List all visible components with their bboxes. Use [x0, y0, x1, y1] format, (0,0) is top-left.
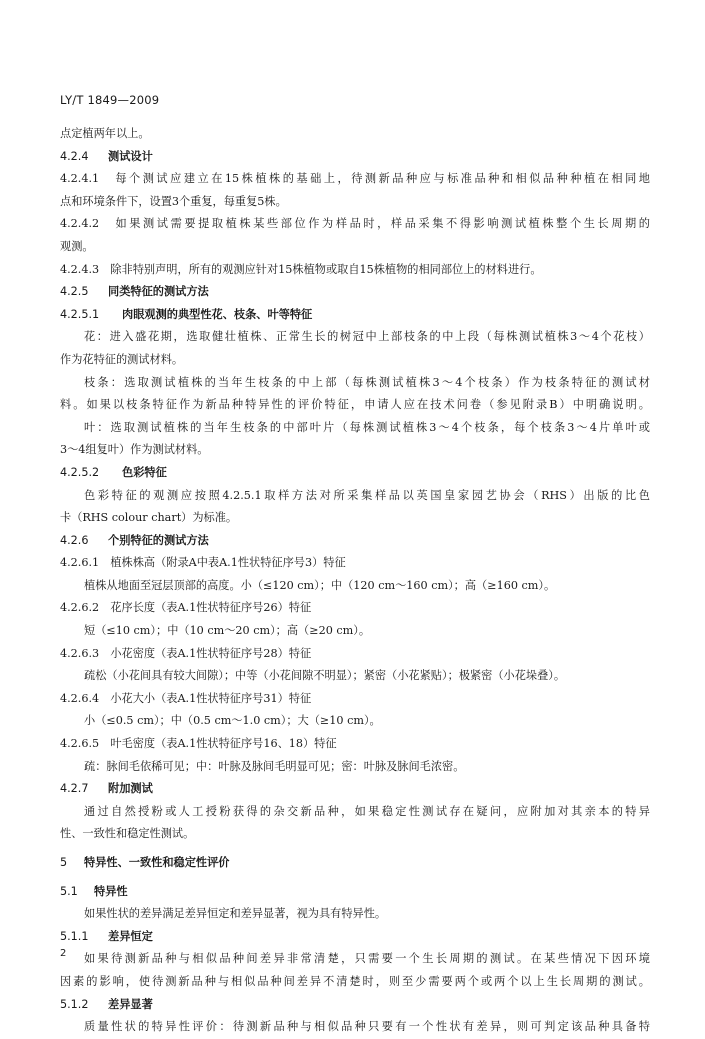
text-line: 料。如果以枝条特征作为新品种特异性的评价特征，申请人应在技术问卷（参见附录B）中明确说明。 [60, 398, 650, 412]
text-line: 短（≤10 cm）；中（10 cm～20 cm）；高（≥20 cm）。 [84, 624, 371, 638]
section-title: 特异性 [94, 884, 128, 898]
text-line: 4.2.4.1 每个测试应建立在15株植株的基础上，待测新品种应与标准品种和相似品种种植在相同地 [60, 172, 650, 186]
page-number: 2 [60, 948, 67, 959]
document-body [60, 123, 650, 1039]
section-number: 5.1.1 [60, 929, 89, 943]
section-number: 5 [60, 856, 68, 869]
text-line: 质量性状的特异性评价：待测新品种与相似品种只要有一个性状有差异，则可判定该品种具备特 [84, 1020, 650, 1034]
text-line: 通过自然授粉或人工授粉获得的杂交新品种，如果稳定性测试存在疑问，应附加对其亲本的特异 [84, 804, 650, 818]
text-line: 小（≤0.5 cm）；中（0.5 cm～1.0 cm）；大（≥10 cm）。 [84, 714, 381, 728]
text-line: 4.2.6.1 植株株高（附录A中表A.1性状特征序号3）特征 [60, 556, 346, 570]
section-title: 附加测试 [108, 782, 153, 796]
text-line: 4.2.4.3 除非特别声明，所有的观测应针对15株植物或取自15株植物的相同部位上的材料进行。 [60, 262, 542, 276]
text-line: 因素的影响，使待测新品种与相似品种间差异不清楚时，则至少需要两个或两个以上生长周期的测试。 [60, 974, 650, 988]
section-heading-4-2-5 [60, 281, 650, 304]
text-line: 4.2.4.2 如果测试需要提取植株某些部位作为样品时，样品采集不得影响测试植株整个生长周期的 [60, 217, 650, 231]
text-line: 花：进入盛花期，选取健壮植株、正常生长的树冠中上部枝条的中上段（每株测试植株3～4个花枝） [84, 330, 650, 344]
section-heading-4-2-7 [60, 778, 650, 801]
text-line: 4.2.6.5 叶毛密度（表A.1性状特征序号16、18）特征 [60, 737, 337, 751]
text-line: 4.2.6.2 花序长度（表A.1性状特征序号26）特征 [60, 601, 312, 615]
text-line: 色彩特征的观测应按照4.2.5.1取样方法对所采集样品以英国皇家园艺协会（RHS）出版的比色 [84, 488, 650, 502]
section-heading-4-2-4 [60, 146, 650, 169]
section-heading-4-2-5-1 [60, 304, 650, 327]
section-title: 特异性、一致性和稳定性评价 [84, 856, 230, 869]
section-number: 4.2.4 [60, 149, 89, 163]
section-title: 差异恒定 [108, 929, 153, 943]
text-line: 疏松（小花间具有较大间隙）；中等（小花间隙不明显）；紧密（小花紧贴）；极紧密（小花垛叠）。 [84, 669, 566, 683]
text-line: 4.2.6.4 小花大小（表A.1性状特征序号31）特征 [60, 691, 312, 705]
text-line: 点定植两年以上。 [60, 127, 150, 140]
section-number: 4.2.5 [60, 285, 89, 299]
text-line: 3～4组复叶）作为测试材料。 [60, 443, 209, 457]
document-code: LY/T 1849—2009 [60, 93, 160, 107]
text-line: 叶：选取测试植株的当年生枝条的中部叶片（每株测试植株3～4个枝条，每个枝条3～4片单叶或 [84, 420, 650, 434]
section-number: 4.2.5.1 [60, 307, 100, 321]
section-number: 4.2.7 [60, 782, 89, 796]
section-number: 5.1.2 [60, 997, 89, 1011]
text-line: 植株从地面至冠层顶部的高度。小（≤120 cm）；中（120 cm～160 cm）；高（≥160 cm）。 [84, 578, 556, 592]
section-heading-4-2-6 [60, 530, 650, 553]
text-line: 卡（RHS colour chart）为标准。 [60, 511, 238, 525]
text-line: 疏：脉间毛依稀可见；中：叶脉及脉间毛明显可见；密：叶脉及脉间毛浓密。 [84, 759, 465, 773]
section-heading-5 [60, 852, 650, 875]
section-heading-5-1 [60, 881, 650, 904]
text-line: 如果待测新品种与相似品种间差异非常清楚，只需要一个生长周期的测试。在某些情况下因环境 [84, 952, 650, 966]
section-title: 差异显著 [108, 997, 153, 1011]
text-line: 枝条：选取测试植株的当年生枝条的中上部（每株测试植株3～4个枝条）作为枝条特征的测试材 [84, 375, 650, 389]
section-title: 个别特征的测试方法 [108, 533, 209, 547]
text-line: 如果性状的差异满足差异恒定和差异显著，视为具有特异性。 [84, 907, 387, 921]
section-title: 肉眼观测的典型性花、枝条、叶等特征 [122, 307, 313, 321]
section-title: 色彩特征 [122, 465, 167, 479]
section-number: 4.2.5.2 [60, 465, 100, 479]
text-line: 观测。 [60, 239, 94, 253]
section-heading-5-1-2 [60, 994, 650, 1017]
section-number: 5.1 [60, 884, 78, 898]
text-line: 性、一致性和稳定性测试。 [60, 827, 195, 841]
text-line: 点和环境条件下，设置3个重复，每重复5株。 [60, 194, 287, 208]
section-heading-4-2-5-2 [60, 462, 650, 485]
text-line: 4.2.6.3 小花密度（表A.1性状特征序号28）特征 [60, 646, 312, 660]
section-title: 测试设计 [108, 149, 153, 163]
section-number: 4.2.6 [60, 533, 89, 547]
section-title: 同类特征的测试方法 [108, 285, 209, 299]
section-heading-5-1-1 [60, 926, 650, 949]
text-line: 作为花特征的测试材料。 [60, 352, 184, 366]
